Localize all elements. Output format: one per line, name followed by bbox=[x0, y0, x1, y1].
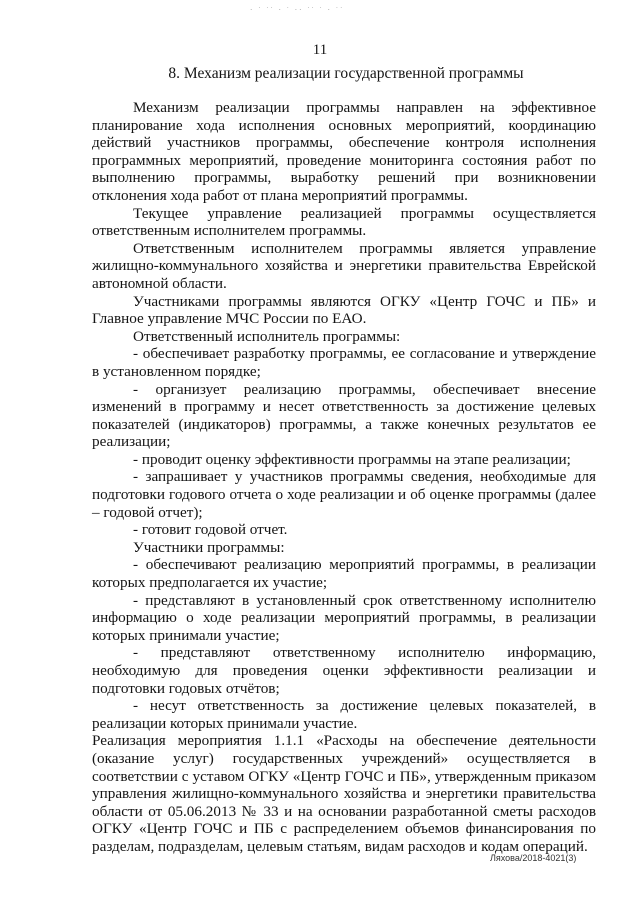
page-number: 11 bbox=[312, 42, 328, 58]
paragraph: Реализация мероприятия 1.1.1 «Расходы на обеспечение деятельности (оказание услуг) государственных учреждений» осуществляется в соответствии с уставом ОГКУ «Центр ГОЧС и ПБ», утвержденным приказом управления жилищно-коммунального хозяйства и энергетики правительства области от 05.06.2013 № 33 и на основании разработанной сметы расходов ОГКУ «Центр ГОЧС и ПБ с распределением объемов финансирования по разделам, подразделам, целевым статьям, видам расходов и кодам операций. bbox=[92, 732, 596, 855]
paragraph: Участниками программы являются ОГКУ «Центр ГОЧС и ПБ» и Главное управление МЧС России по ЕАО. bbox=[92, 292, 596, 328]
list-item: - представляют в установленный срок ответственному исполнителю информацию о ходе реализации мероприятий программы, в реализации которых принимали участие; bbox=[92, 591, 596, 644]
list-item: - проводит оценку эффективности программы на этапе реализации; bbox=[133, 450, 571, 468]
list-item: - представляют ответственному исполнителю информацию, необходимую для проведения оценки эффективности реализации и подготовки годовых отчётов; bbox=[92, 644, 596, 697]
list-item: - готовит годовой отчет. bbox=[133, 521, 288, 539]
paragraph: Участники программы: bbox=[133, 538, 285, 556]
scan-artifact: · ˙ ˙˙ · ˙ ·· ˙˙ ˙ · ˙˙ bbox=[250, 6, 345, 14]
paragraph: Ответственным исполнителем программы является управление жилищно-коммунального хозяйства и энергетики правительства Еврейской автономной области. bbox=[92, 239, 596, 292]
document-body bbox=[92, 99, 596, 856]
list-item: - несут ответственность за достижение целевых показателей, в реализации которых принимали участие. bbox=[92, 697, 596, 732]
section-title: 8. Механизм реализации государственной программы bbox=[168, 65, 524, 82]
paragraph: Ответственный исполнитель программы: bbox=[133, 327, 401, 345]
paragraph: Текущее управление реализацией программы осуществляется ответственным исполнителем программы. bbox=[92, 204, 596, 240]
list-item: - запрашивает у участников программы сведения, необходимые для подготовки годового отчета о ходе реализации и об оценке программы (далее – годовой отчет); bbox=[92, 468, 596, 521]
list-item: - обеспечивают реализацию мероприятий программы, в реализации которых предполагается их участие; bbox=[92, 556, 596, 592]
list-item: - организует реализацию программы, обеспечивает внесение изменений в программу и несет ответственность за достижение целевых показателей (индикаторов) программы, а также конечных результатов ее реализации; bbox=[92, 380, 596, 451]
list-item: - обеспечивает разработку программы, ее согласование и утверждение в установленном порядке; bbox=[92, 345, 596, 380]
paragraph: Механизм реализации программы направлен на эффективное планирование хода исполнения основных мероприятий, координацию действий участников программы, обеспечение контроля исполнения программных мероприятий, проведение мониторинга состояния работ по выполнению программы, выработку решений при возникновении отклонения хода работ от плана мероприятий программы. bbox=[92, 99, 596, 204]
document-code: Ляхова/2018-4021(3) bbox=[490, 853, 577, 863]
